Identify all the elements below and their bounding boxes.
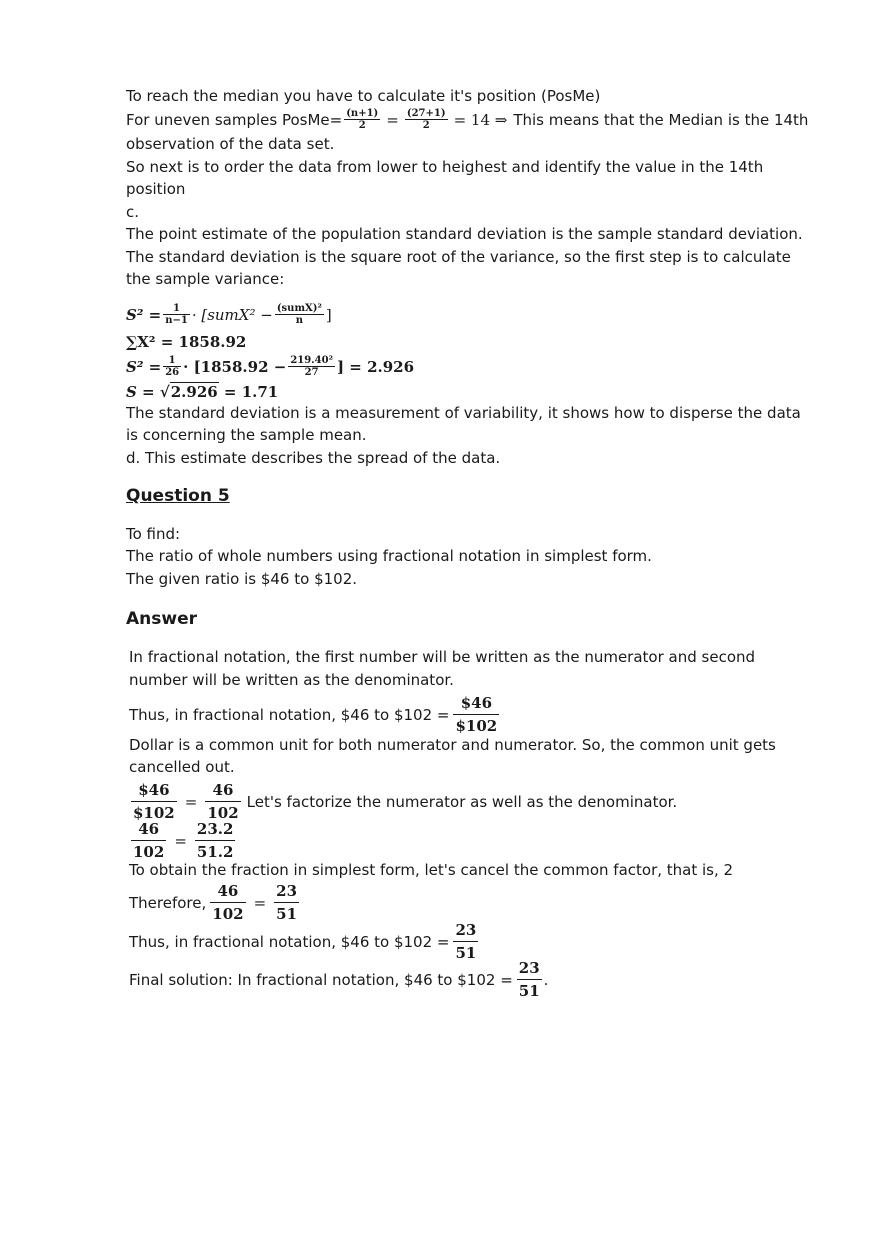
answer-line9: Thus, in fractional notation, $46 to $102 = $\frac{23}{51}$ [129,921,477,962]
median-line5: position [126,180,186,198]
part-c-line5: is concerning the sample mean. [126,426,367,444]
part-d: d. This estimate describes the spread of the data. [126,449,501,467]
fraction-dollar-46-102: $\frac{\$46}{\$102}$ [133,781,175,822]
answer-line5: cancelled out. [129,758,235,776]
median-formula-line: For uneven samples PosMe= $\frac{(n+1)}{2}$ = $\frac{(27+1)}{2}$ = 14 ⇒ This means that the Median is the 14th [126,108,809,131]
answer-line7: To obtain the fraction in simplest form, let's cancel the common factor, that is, 2 [129,861,734,879]
one-over-26: $\frac{1}{26}$ [165,355,180,378]
fraction-23-51-final: $\frac{23}{51}$ [518,959,540,1000]
fraction-46-102-dollars: $\frac{\$46}{\$102}$ [455,694,498,735]
answer-line6: $\frac{\$46}{\$102}$ = $\frac{46}{102}$ Let's factorize the numerator as well as the denominator. [133,781,678,822]
fraction-46-102-c: $\frac{46}{102}$ [212,882,244,923]
std-dev-result: S = √2.926 = 1.71 [126,383,279,401]
median-formula-suffix: This means that the Median is the 14th [513,110,809,129]
sum-squared-over-27: $\frac{\text{219.40²}}{27}$ [290,355,333,378]
variance-calculation: S² = $\frac{1}{26}$ · [1858.92 − $\frac{\text{219.40²}}{27}$ ] = 2.926 [126,355,415,378]
fraction-23-51: $\frac{23}{51}$ [276,882,298,923]
answer-line2: number will be written as the denominator. [129,671,454,689]
answer-factorize: $\frac{46}{102}$ = $\frac{23.2}{51.2}$ [133,820,234,861]
posme-fraction-1: $\frac{(n+1)}{2}$ [346,108,379,131]
part-c-line1: The point estimate of the population standard deviation is the sample standard deviation. [126,225,803,243]
part-c-line2: The standard deviation is the square root of the variance, so the first step is to calculate [126,248,791,266]
answer-line8: Therefore, $\frac{46}{102}$ = $\frac{23}{51}$ [129,882,298,923]
posme-fraction-2: $\frac{(27+1)}{2}$ [406,108,446,131]
posme-result: = 14 ⇒ [453,110,508,129]
part-c-line4: The standard deviation is a measurement of variability, it shows how to disperse the data [126,404,801,422]
to-find-line1: The ratio of whole numbers using fractional notation in simplest form. [126,547,652,565]
to-find-line2: The given ratio is $46 to $102. [126,570,358,588]
final-solution: Final solution: In fractional notation, $46 to $102 = $\frac{23}{51}$ . [129,959,549,1000]
median-formula-prefix: For uneven samples PosMe= [126,110,343,129]
answer-line4: Dollar is a common unit for both numerator and numerator. So, the common unit gets [129,736,776,754]
fraction-23-51-b: $\frac{23}{51}$ [455,921,477,962]
variance-formula: S² = $\frac{1}{n-1}$ · [sumX² − $\frac{\text{(sumX)²}}{n}$ ] [126,303,332,326]
variance-fraction: $\frac{1}{n-1}$ [165,303,188,326]
fraction-factored: $\frac{23.2}{51.2}$ [196,820,234,861]
fraction-46-102-b: $\frac{46}{102}$ [133,820,165,861]
answer-line3: Thus, in fractional notation, $46 to $102 = $\frac{\$46}{\$102}$ [129,694,498,735]
part-c-line3: the sample variance: [126,270,285,288]
sumx-fraction: $\frac{\text{(sumX)²}}{n}$ [276,303,322,326]
median-intro: To reach the median you have to calculate it's position (PosMe) [126,87,601,105]
answer-heading: Answer [126,609,197,629]
answer-line1: In fractional notation, the first number will be written as the numerator and second [129,648,756,666]
to-find-label: To find: [126,525,181,543]
fraction-46-102: $\frac{46}{102}$ [207,781,239,822]
part-c-label: c. [126,203,140,221]
median-line3: observation of the data set. [126,135,335,153]
sum-x-squared: ∑X² = 1858.92 [126,333,247,351]
median-line4: So next is to order the data from lower to heighest and identify the value in the 14th [126,158,764,176]
question-5-heading: Question 5 [126,486,230,506]
